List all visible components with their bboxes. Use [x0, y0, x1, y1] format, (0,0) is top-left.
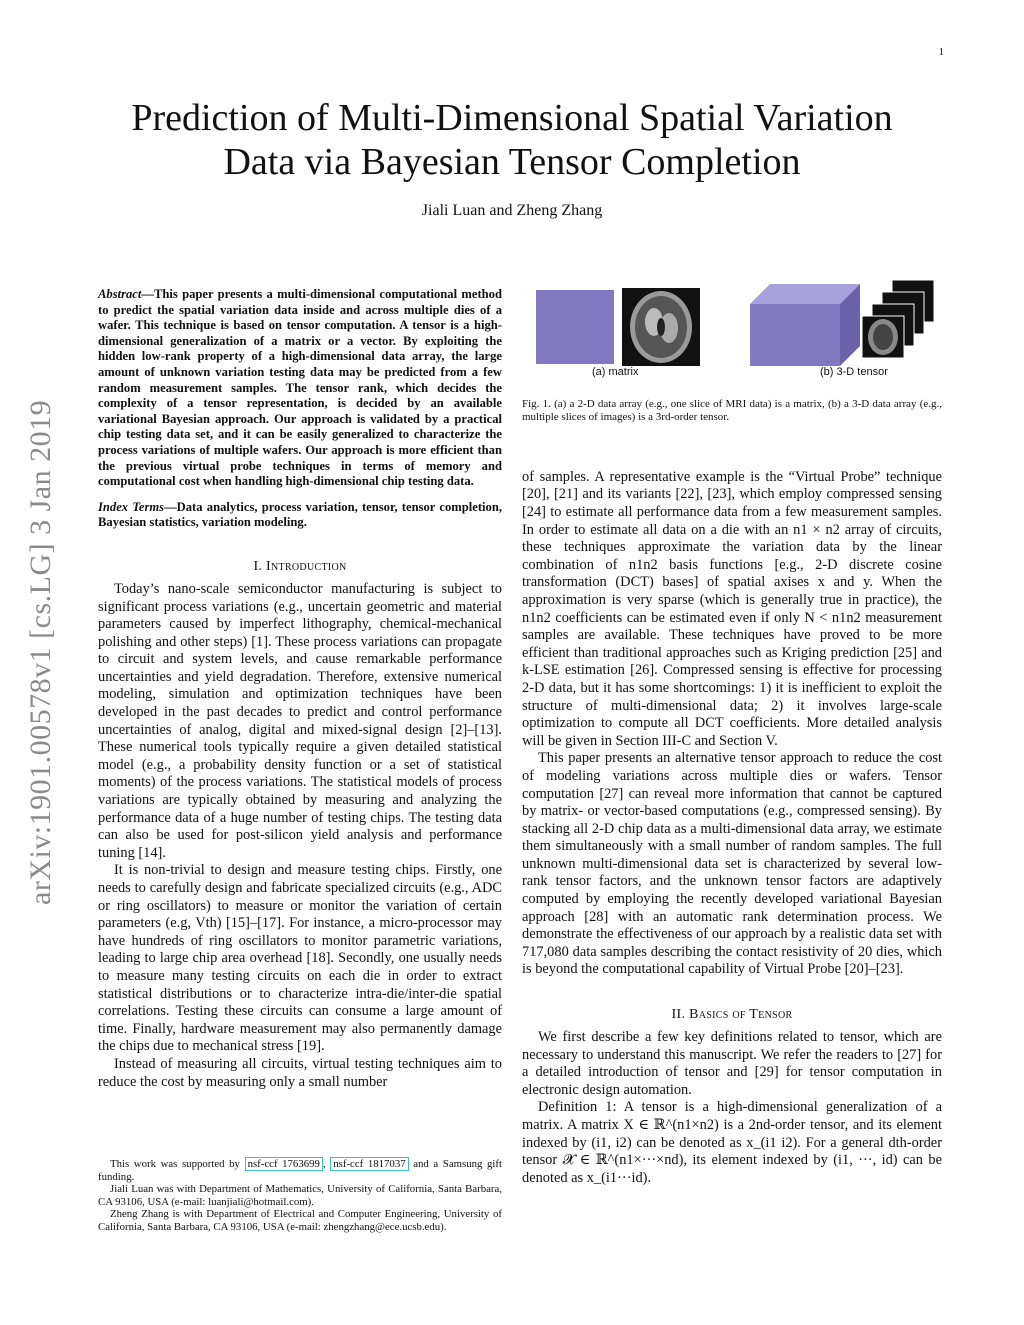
- left-column: [98, 287, 502, 1091]
- index-terms-label: Index Terms: [98, 499, 165, 514]
- mri-stack-illustration: [862, 280, 940, 366]
- figure-caption: Fig. 1. (a) a 2-D data array (e.g., one slice of MRI data) is a matrix, (b) a 3-D data array (e.g., multiple slices of images) is a 3rd-order tensor.: [522, 398, 942, 424]
- page-number: 1: [938, 46, 944, 58]
- footnote-funding-text: This work was supported by: [110, 1158, 245, 1170]
- footnote-author-1: Jiali Luan was with Department of Mathematics, University of California, Santa Barbara, CA 93106, USA (e-mail: luanjiali@hotmail.com).: [98, 1183, 502, 1208]
- right-column: [522, 280, 942, 1187]
- section-heading-basics-of-tensor: [522, 1007, 942, 1023]
- abstract-text: —This paper presents a multi-dimensional computational method to predict the spatial variation data inside and across multiple dies of a wafer. This technique is based on tensor computation. A tensor is a high-dimensional generalization of a matrix or a vector. By exploiting the hidden low-rank property of a high-dimensional data array, the large amount of unknown variation testing data may be predicted from a few random measurement samples. The tensor rank, which decides the complexity of a tensor representation, is decided by an available variational Bayesian approach. Our approach is validated by a practical chip testing data set, and it can be easily generalized to characterize the process variations of multiple wafers. Our approach is more efficient than the previous virtual probe techniques in terms of memory and computational cost when handling high-dimensional chip testing data.: [98, 287, 502, 489]
- grant-link-1[interactable]: nsf-ccf 1763699: [245, 1157, 323, 1171]
- grant-link-2[interactable]: nsf-ccf 1817037: [330, 1157, 408, 1171]
- right-paragraph-4: Definition 1: A tensor is a high-dimensional generalization of a matrix. A matrix X ∈ ℝ^(n1×n2) is a 2nd-order tensor, and its element indexed by (i1, i2) can be denoted as x_(i1 i2). For a general dth-order tensor 𝓧 ∈ ℝ^(n1×···×nd), its element indexed by (i1, ···, id) can be denoted as x_(i1···id).: [522, 1099, 942, 1186]
- intro-paragraph-1: Today’s nano-scale semiconductor manufacturing is subject to significant process variations (e.g., uncertain geometric and material parameters caused by imperfect lithography, chemical-mechanical polishing and other steps) [1]. These process variations can propagate to circuit and system levels, and cause remarkable performance uncertainties and yield degradation. Therefore, extensive numerical modeling, simulation and optimization techniques have been developed in the past decades to predict and control performance uncertainties of analog, digital and mixed-signal design [2]–[13]. These numerical tools typically require a given detailed statistical model (e.g., a probability density function or a set of statistical moments) of the process variations. The statistical models of process variations are typically obtained by measuring and analyzing the performance data of a huge number of testing chips. The testing data can also be used for post-silicon yield analysis and performance tuning [14].: [98, 580, 502, 861]
- footnote-author-2: Zheng Zhang is with Department of Electrical and Computer Engineering, University of California, Santa Barbara, CA 93106, USA (e-mail: zhengzhang@ece.ucsb.edu).: [98, 1208, 502, 1233]
- section-2-title: Basics of Tensor: [689, 1007, 793, 1023]
- mri-slice-image: [622, 288, 700, 366]
- right-paragraph-2: This paper presents an alternative tensor approach to reduce the cost of modeling variations across multiple dies or wafers. Tensor computation [27] can reveal more information that cannot be captured by matrix- or vector-based computations (e.g., compressed sensing). By stacking all 2-D chip data as a multi-dimensional data array, we estimate them simultaneously with a small number of random samples. The full unknown multi-dimensional data set is characterized by several low-rank tensor factors, and the unknown tensor factors are adaptively computed by employing the recently developed variational Bayesian approach [28] with an automatic rank determination process. We demonstrate the effectiveness of our approach by a realistic data set with 717,080 data samples describing the contact resistivity of 20 dies, which is beyond the computational capability of Virtual Probe [20]–[23].: [522, 750, 942, 978]
- footnote-funding-post: and a Samsung gift funding.: [98, 1158, 502, 1183]
- section-2-number: II.: [671, 1007, 686, 1023]
- authors: Jiali Luan and Zheng Zhang: [421, 202, 603, 219]
- matrix-illustration: [536, 290, 614, 364]
- intro-paragraph-3: Instead of measuring all circuits, virtual testing techniques aim to reduce the cost by measuring only a small number: [98, 1055, 502, 1090]
- right-column-body: [522, 469, 942, 1188]
- abstract-label: Abstract: [98, 287, 142, 301]
- arxiv-stamp: arXiv:1901.00578v1 [cs.LG] 3 Jan 2019: [24, 399, 57, 905]
- section-1-number: I.: [253, 558, 263, 574]
- tensor-cube-illustration: [750, 284, 880, 366]
- paper-title: [60, 96, 964, 184]
- introduction-body: [98, 581, 502, 1091]
- footnotes: [98, 1158, 502, 1234]
- footnote-funding: This work was supported by nsf-ccf 1763699 , nsf-ccf 1817037 and a Samsung gift funding.: [98, 1158, 502, 1183]
- abstract: [98, 287, 502, 490]
- title-line-1: Prediction of Multi-Dimensional Spatial Variation: [131, 97, 893, 139]
- figure-label-b: (b) 3-D tensor: [820, 366, 888, 378]
- intro-paragraph-2: It is non-trivial to design and measure testing chips. Firstly, one needs to carefully design and fabricate specialized circuits (e.g., ADC or ring oscillators) to measure or monitor the variation of certain parameters (e.g, Vth) [15]–[17]. For instance, a micro-processor may have hundreds of ring oscillators to monitor parametric variations, leading to large chip area overhead [18]. Secondly, one usually needs to measure many testing circuits on each die in order to extract statistical distributions or to characterize intra-die/inter-die spatial correlations. Testing these circuits can consume a large amount of time. Finally, hardware measurement may also permanently damage the chips due to mechanical stress [19].: [98, 862, 502, 1055]
- section-1-title: Introduction: [266, 558, 347, 574]
- right-paragraph-3: We first describe a few key definitions related to tensor, which are necessary to understand this manuscript. We refer the readers to [27] for a detailed introduction of tensor and [29] for tensor computation in electronic design automation.: [522, 1029, 942, 1098]
- title-line-2: Data via Bayesian Tensor Completion: [223, 141, 801, 183]
- section-heading-introduction: [98, 559, 502, 575]
- right-paragraph-1: of samples. A representative example is the “Virtual Probe” technique [20], [21] and its variants [22], [23], which employ compressed sensing [24] to estimate all performance data from a few measurement samples. In order to estimate all data on a die with an n1 × n2 array of circuits, these techniques approximate the variation data by the linear combination of n1n2 basis functions [e.g., 2-D discrete cosine transformation (DCT) bases] of spatial axises x and y. When the approximation is very sparse (which is generally true in practice), the n1n2 coefficients can be estimated even if only N < n1n2 measurement samples are available. These techniques have proved to be more efficient than traditional approaches such as Kriging prediction [25] and k-LSE estimation [26]. Compressed sensing is effective for processing 2-D data, but it has some shortcomings: 1) it is inefficient to exploit the structure of multi-dimensional data; 2) it involves large-scale optimization to compute all DCT coefficients. More detailed analysis will be given in Section III-C and Section V.: [522, 468, 942, 749]
- index-terms: [98, 500, 502, 531]
- figure-label-a: (a) matrix: [592, 366, 639, 378]
- figure-1: [522, 280, 942, 388]
- index-terms-text: —Data analytics, process variation, tensor, tensor completion, Bayesian statistics, variation modeling.: [98, 499, 502, 530]
